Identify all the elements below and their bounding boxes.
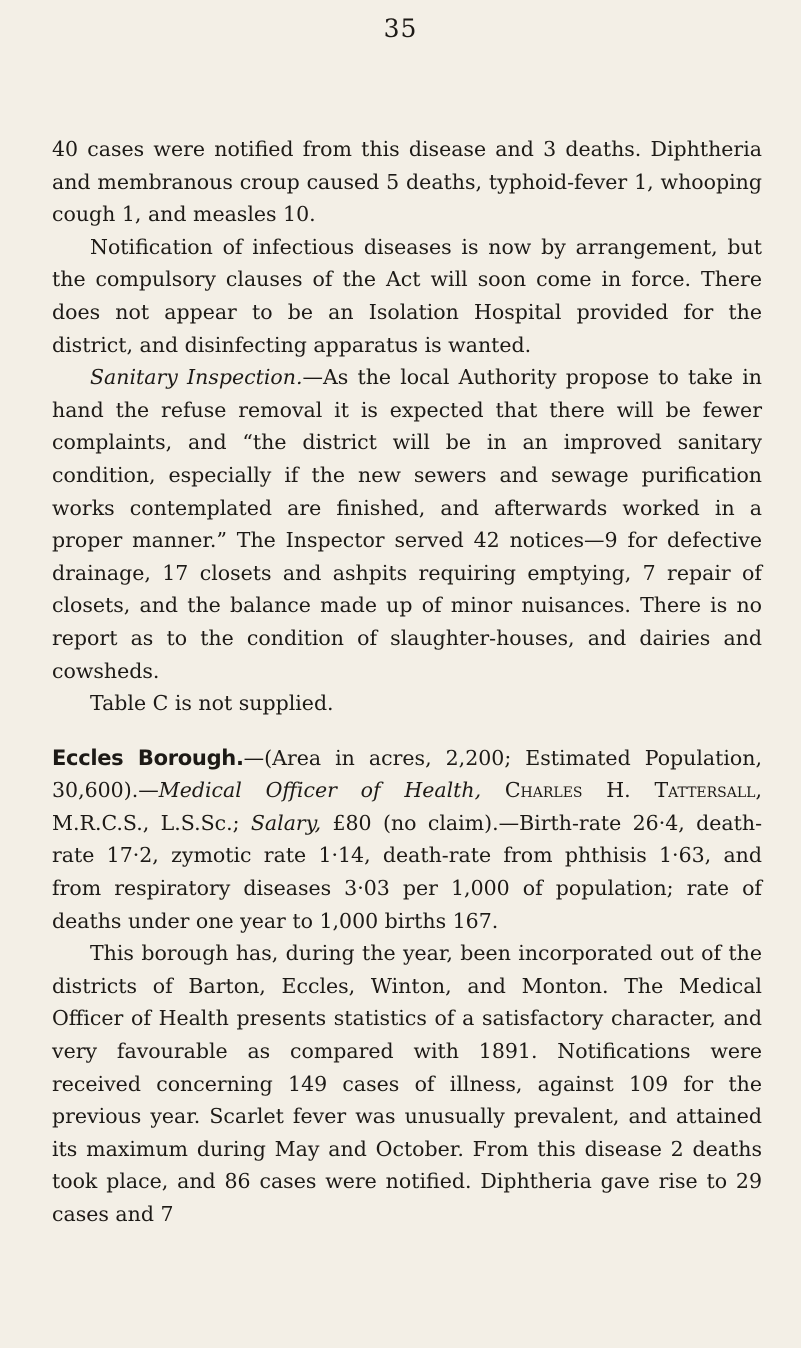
paragraph-notification: Notification of infectious diseases is now by arrangement, but the compulsory clauses of the Act will soon come in force. There does not appear to be an Isolation Hospital provided for the district, and disinfecting apparatus is wanted. (52, 234, 762, 357)
eccles-borough-heading: Eccles Borough. (52, 745, 244, 770)
sanitary-inspection-heading: Sanitary Inspection. (90, 365, 303, 390)
page-number: 35 (383, 14, 418, 43)
paragraph-table-c: Table C is not supplied. (90, 691, 334, 716)
eccles-rates-text: £80 (no claim).—Birth-rate 26·4, death-rate 17·2, zymotic rate 1·14, death-rate from phthisis 1·63, and from respiratory diseases 3·03 per 1,000 of population; rate of deaths under one year to 1,000 births 167. (52, 810, 762, 933)
paragraph-borough-incorporation: This borough has, during the year, been incorporated out of the districts of Barton, Eccles, Winton, and Monton. The Medical Officer of Health presents statistics of a satisfactory character, and very favourable as compared with 1891. Notifications were received concerning 149 cases of illness, against 109 for the previous year. Scarlet fever was unusually prevalent, and attained its maximum during May and October. From this disease 2 deaths took place, and 86 cases were notified. Diphtheria gave rise to 29 cases and 7 (52, 941, 762, 1226)
body-text (52, 133, 762, 1231)
medical-officer-label: Medical Officer of Health, (158, 778, 482, 803)
medical-officer-name: Charles H. Tattersall, (504, 778, 762, 803)
sanitary-inspection-text: —As the local Authority propose to take in hand the refuse removal it is expected that there will be fewer complaints, and “the district will be in an improved sanitary condition, especially if the new sewers and sewage purification works contemplated are finished, and afterwards worked in a proper manner.” The Inspector served 42 notices—9 for defective drainage, 17 closets and ashpits requiring emptying, 7 repair of closets, and the balance made up of minor nuisances. There is no report as to the condition of slaughter-houses, and dairies and cowsheds. (52, 365, 763, 683)
salary-label: Salary, (250, 810, 322, 835)
eccles-area-population: —(Area in acres, 2,200; Estimated Population, 30,600).— (52, 745, 762, 803)
medical-officer-qualifications: M.R.C.S., L.S.Sc.; (52, 810, 251, 835)
paragraph-sanitary-inspection (52, 361, 762, 687)
paragraph-eccles-borough (52, 742, 762, 938)
paragraph-disease-summary: 40 cases were notified from this disease and 3 deaths. Diphtheria and membranous croup caused 5 deaths, typhoid-fever 1, whooping cough 1, and measles 10. (52, 137, 762, 227)
